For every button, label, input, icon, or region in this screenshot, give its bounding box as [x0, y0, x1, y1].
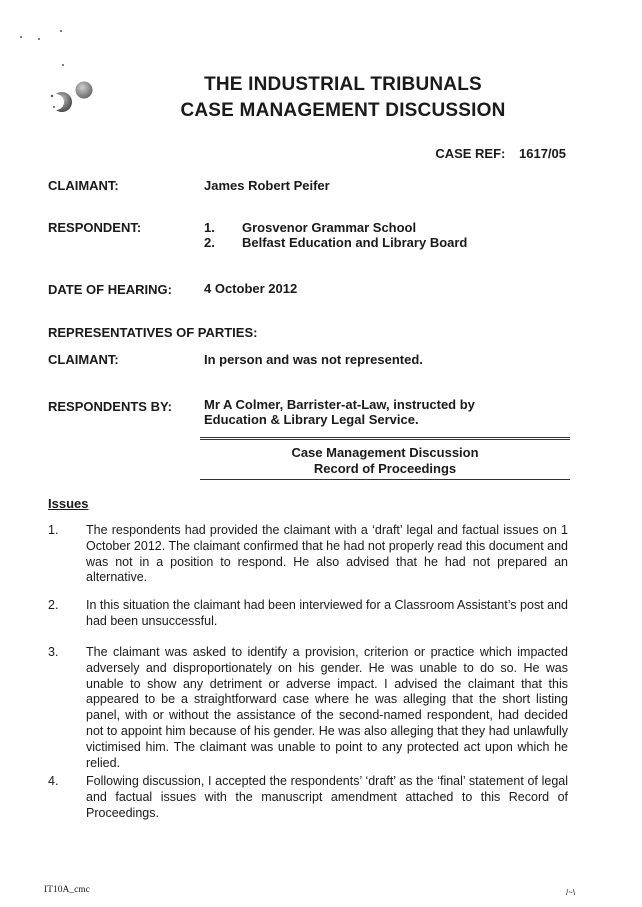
claimant-name: James Robert Peifer: [204, 178, 330, 193]
footer-code: IT10A_cmc: [44, 885, 90, 895]
case-reference: [435, 146, 566, 161]
scan-speck: [20, 36, 22, 38]
case-ref-value: 1617/05: [519, 146, 566, 161]
issue-paragraph: [48, 523, 568, 586]
record-title: Case Management Discussion: [291, 445, 479, 460]
scan-speck: [60, 30, 62, 32]
scan-speck: [38, 38, 40, 40]
respondent-name: Belfast Education and Library Board: [242, 235, 468, 250]
paragraph-text: The claimant was asked to identify a provision, criterion or practice which impacted adversely and disproportionately on his gender. He was unable to do so. He was unable to show any detriment or adverse impact. I advised the claimant that this appeared to be a straightforward case where he was alleging that the short listing panel, with or without the assistance of the second-named respondent, had decided not to appoint him because of his gender. He was also alleging that they had unlawfully victimised him. The claimant was unable to point to any protected act upon which he relied.: [86, 645, 568, 770]
paragraph-text: The respondents had provided the claimant with a ‘draft’ legal and factual issues on 1 October 2012. The claimant confirmed that he had not properly read this document and was not in a position to respond. He also advised that he had not prepared an alternative.: [86, 523, 569, 585]
case-ref-label: CASE REF:: [435, 146, 506, 161]
issues-heading: Issues: [48, 496, 89, 511]
respondents-rep-line: Education & Library Legal Service.: [204, 412, 419, 427]
respondent-number: 1.: [204, 220, 215, 235]
claimant-label: CLAIMANT:: [48, 178, 119, 193]
issue-paragraph: [48, 598, 568, 630]
paragraph-text: In this situation the claimant had been interviewed for a Classroom Assistant’s post and had been unsuccessful.: [86, 598, 568, 628]
paragraph-number: 4.: [48, 774, 59, 788]
paragraph-text: Following discussion, I accepted the respondents’ ‘draft’ as the ‘final’ statement of legal and factual issues with the manuscript amendment attached to this Record of Proceedings.: [86, 774, 568, 820]
claimant-rep-value: In person and was not represented.: [204, 352, 423, 367]
divider: [200, 479, 570, 480]
paragraph-number: 3.: [48, 645, 59, 659]
claimant-rep-label: CLAIMANT:: [48, 352, 119, 367]
representatives-heading: REPRESENTATIVES OF PARTIES:: [48, 325, 258, 340]
page-corner-mark: /~\: [566, 888, 576, 897]
respondents-rep-label: RESPONDENTS BY:: [48, 399, 172, 414]
respondent-item: [204, 220, 416, 235]
respondent-item: [204, 235, 467, 250]
paragraph-number: 2.: [48, 598, 59, 612]
document-subtitle: CASE MANAGEMENT DISCUSSION: [180, 100, 506, 121]
document-title: THE INDUSTRIAL TRIBUNALS: [204, 74, 482, 95]
respondent-name: Grosvenor Grammar School: [242, 220, 417, 235]
issue-paragraph: [48, 645, 568, 771]
divider: [200, 437, 570, 440]
issue-paragraph: [48, 774, 568, 821]
hearing-date-value: 4 October 2012: [204, 281, 298, 296]
respondent-label: RESPONDENT:: [48, 220, 142, 235]
hearing-date-label: DATE OF HEARING:: [48, 282, 172, 297]
paragraph-number: 1.: [48, 523, 59, 537]
respondents-rep-line: Mr A Colmer, Barrister-at-Law, instructed by: [204, 397, 475, 412]
scan-speck: [62, 64, 64, 66]
record-subtitle: Record of Proceedings: [313, 461, 457, 476]
respondent-number: 2.: [204, 235, 215, 250]
